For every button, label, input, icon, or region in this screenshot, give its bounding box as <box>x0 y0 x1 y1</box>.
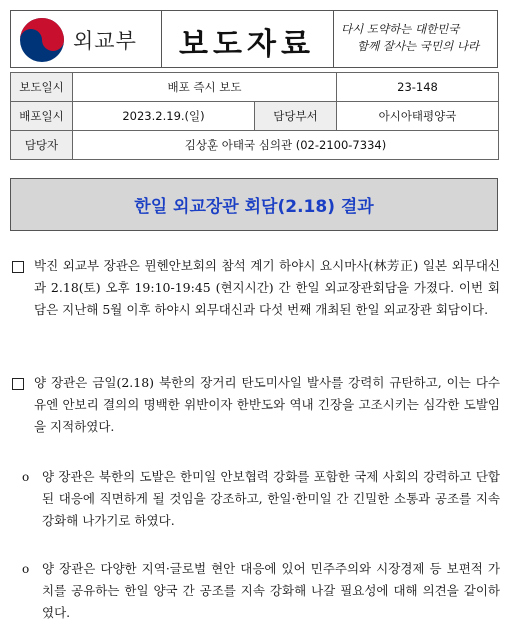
table-row <box>11 73 499 102</box>
title-box <box>10 178 498 231</box>
press-release-title: 한일 외교장관 회담(2.18) 결과 <box>134 197 374 217</box>
release-number: 23-148 <box>337 73 499 102</box>
paragraph-text: 박진 외교부 장관은 뮌헨안보회의 참석 계기 하야시 요시마사(林芳正) 일본 외무대신과 2.18(토) 오후 19:10-19:45 (현지시간) 간 한일 외교장관회담을 가졌다. 이번 회담은 지난해 5월 이후 하야시 외무대신과 다섯 번째 개최된 한일 외교장관 회담이다. <box>34 258 500 317</box>
paragraph-text: 양 장관은 다양한 지역·글로벌 현안 대응에 있어 민주주의와 시장경제 등 보편적 가치를 공유하는 한일 양국 간 공조를 지속 강화해 나갈 필요성에 대해 의견을 같이하였다. <box>42 561 500 620</box>
slogan <box>341 21 493 55</box>
department-label: 담당부서 <box>255 102 337 131</box>
table-row <box>11 131 499 160</box>
slogan-line-1: 다시 도약하는 대한민국 <box>341 22 460 36</box>
square-bullet-icon <box>12 255 24 280</box>
slogan-line-2: 함께 잘사는 국민의 나라 <box>357 39 480 53</box>
paragraph-text: 양 장관은 금일(2.18) 북한의 장거리 탄도미사일 발사를 강력히 규탄하고, 이는 다수 유엔 안보리 결의의 명백한 위반이자 한반도와 역내 긴장을 고조시키는 심각한 도발임을 지적하였다. <box>34 375 500 434</box>
release-time-value: 배포 즉시 보도 <box>73 73 337 102</box>
department-value: 아시아태평양국 <box>337 102 499 131</box>
distribution-date: 2023.2.19.(일) <box>73 102 255 131</box>
square-bullet-icon <box>12 372 24 397</box>
contact-value: 김상훈 아태국 심의관 (02-2100-7334) <box>73 131 499 160</box>
circle-bullet-icon: o <box>22 562 30 576</box>
doc-type-title: 보도자료 <box>179 27 315 62</box>
paragraph <box>12 372 500 438</box>
distribution-date-label: 배포일시 <box>11 102 73 131</box>
paragraph-text: 양 장관은 북한의 도발은 한미일 안보협력 강화를 포함한 국제 사회의 강력하고 단합된 대응에 직면하게 될 것임을 강조하고, 한일·한미일 간 긴밀한 소통과 공조를 지속 강화해 나가기로 하였다. <box>42 469 500 528</box>
header <box>10 10 498 68</box>
ministry-name: 외교부 <box>73 29 137 53</box>
paragraph <box>12 255 500 321</box>
release-time-label: 보도일시 <box>11 73 73 102</box>
sub-paragraph <box>12 466 500 532</box>
sub-paragraph <box>12 558 500 624</box>
info-table <box>10 72 499 160</box>
table-row <box>11 102 499 131</box>
header-divider <box>333 11 334 67</box>
taegeuk-emblem-icon <box>19 17 65 63</box>
circle-bullet-icon: o <box>22 470 30 484</box>
contact-label: 담당자 <box>11 131 73 160</box>
